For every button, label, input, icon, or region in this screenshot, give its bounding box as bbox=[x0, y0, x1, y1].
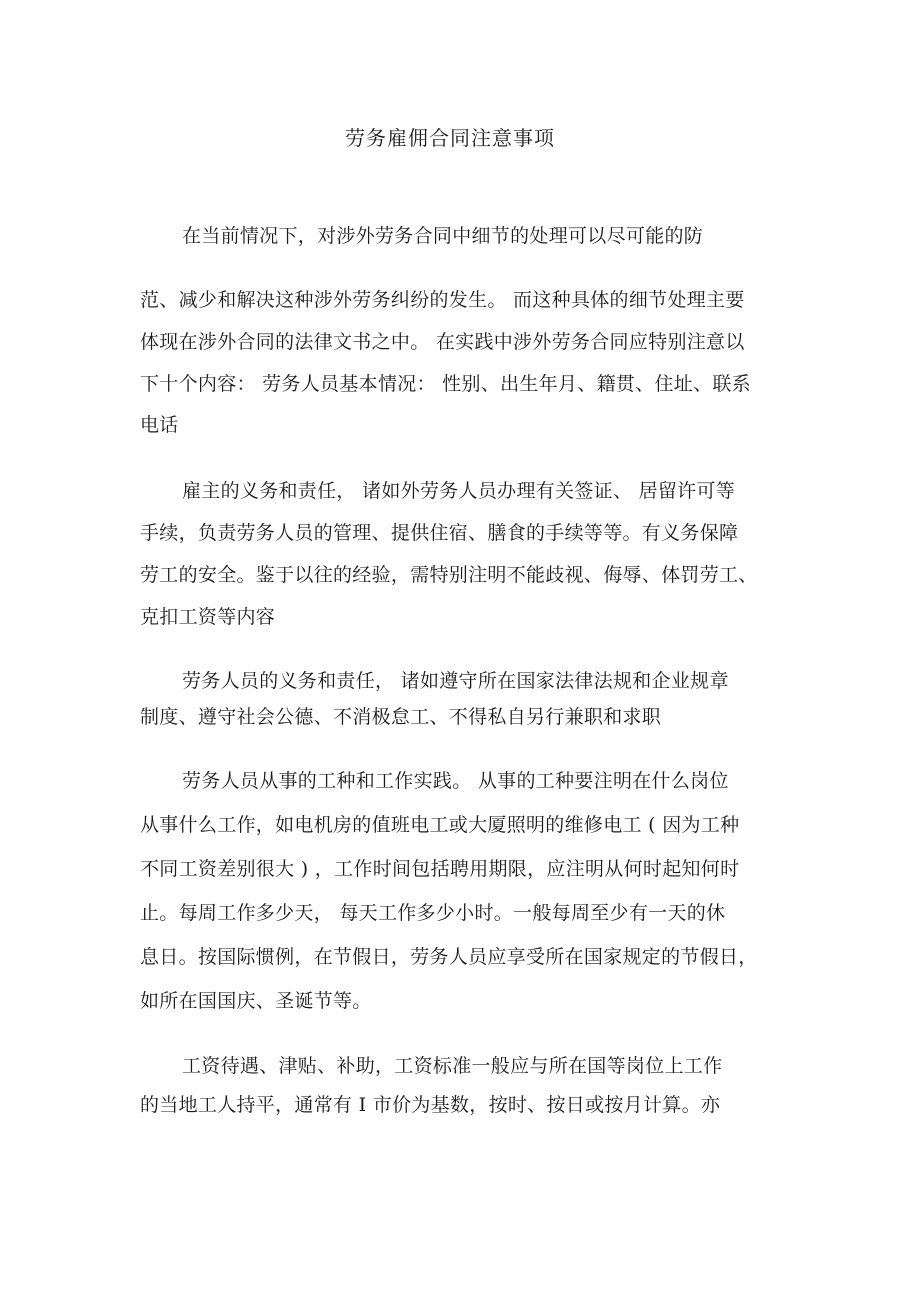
paragraph-2-line-2: 手续，负责劳务人员的管理、提供住宿、膳食的手续等等。有义务保障 bbox=[140, 522, 739, 544]
paragraph-2-line-4: 克扣工资等内容 bbox=[140, 606, 276, 628]
paragraph-1-line-1: 在当前情况下，对涉外劳务合同中细节的处理可以尽可能的防 bbox=[182, 225, 704, 247]
paragraph-4-line-5: 息日。按国际惯例，在节假日，劳务人员应享受所在国家规定的节假日， bbox=[140, 946, 758, 968]
paragraph-5-line-1: 工资待遇、津贴、补助，工资标准一般应与所在国等岗位上工作 bbox=[182, 1055, 723, 1077]
document-title: 劳务雇佣合同注意事项 bbox=[345, 126, 555, 150]
paragraph-1-line-4: 下十个内容： 劳务人员基本情况： 性别、出生年月、籍贯、住址、联系 bbox=[140, 373, 751, 395]
paragraph-4-line-4: 止。每周工作多少天， 每天工作多少小时。一般每周至少有一天的休 bbox=[140, 902, 726, 924]
paragraph-2-line-1: 雇主的义务和责任， 诸如外劳务人员办理有关签证、 居留许可等 bbox=[182, 480, 736, 502]
paragraph-4-line-2: 从事什么工作，如电机房的值班电工或大厦照明的维修电工 ( 因为工种 bbox=[140, 814, 740, 836]
paragraph-3-line-2: 制度、遵守社会公德、不消极怠工、不得私自另行兼职和求职 bbox=[140, 706, 662, 728]
paragraph-2-line-3: 劳工的安全。鉴于以往的经验，需特别注明不能歧视、侮辱、体罚劳工、 bbox=[140, 564, 758, 586]
paragraph-1-line-5: 电话 bbox=[140, 414, 179, 436]
paragraph-4-line-6: 如所在国国庆、圣诞节等。 bbox=[140, 990, 372, 1012]
paragraph-3-line-1: 劳务人员的义务和责任， 诸如遵守所在国家法律法规和企业规章 bbox=[182, 670, 729, 692]
paragraph-4-line-3: 不同工资差别很大 ) ，工作时间包括聘用期限，应注明从何时起知何时 bbox=[140, 858, 740, 880]
paragraph-4-line-1: 劳务人员从事的工种和工作实践。 从事的工种要注明在什么岗位 bbox=[182, 770, 729, 792]
paragraph-5-line-2: 的当地工人持平，通常有 I 市价为基数，按时、按日或按月计算。亦 bbox=[140, 1094, 721, 1116]
paragraph-1-line-2: 范、减少和解决这种涉外劳务纠纷的发生。 而这种具体的细节处理主要 bbox=[140, 289, 745, 311]
paragraph-1-line-3: 体现在涉外合同的法律文书之中。 在实践中涉外劳务合同应特别注意以 bbox=[140, 331, 745, 353]
